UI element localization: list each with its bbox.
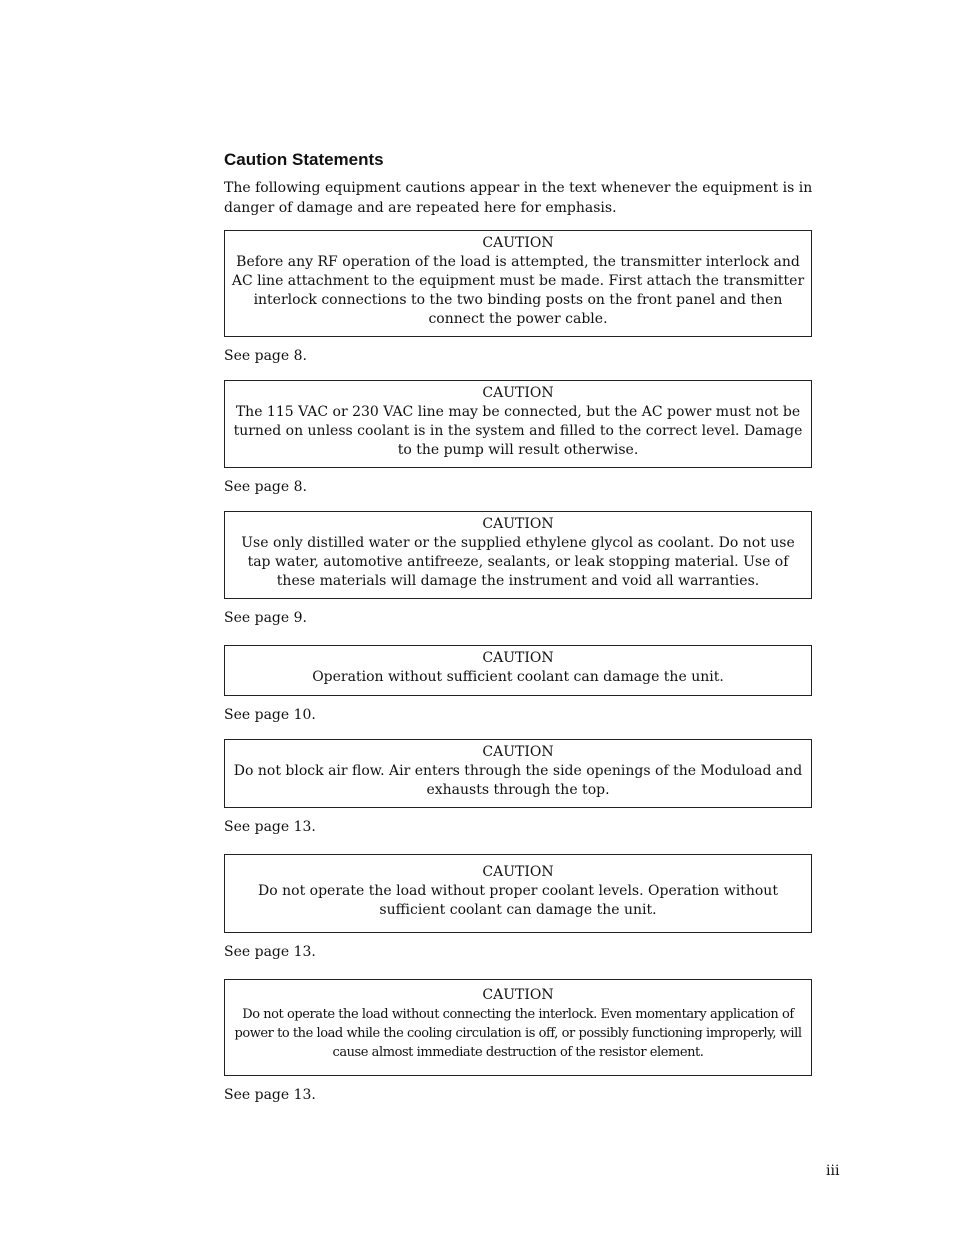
caution-text: Do not operate the load without proper coolant levels. Operation without sufficient coolant can damage the unit.: [258, 883, 778, 918]
caution-text: Before any RF operation of the load is attempted, the transmitter interlock and AC line attachment to the equipment must be made. First attach the transmitter interlock connections to the two binding posts on the front panel and then connect the power cable.: [231, 254, 805, 327]
caution-box: [224, 739, 812, 808]
page-reference: See page 8.: [224, 348, 307, 364]
caution-title: CAUTION: [482, 235, 554, 251]
caution-text: The 115 VAC or 230 VAC line may be connected, but the AC power must not be turned on unless coolant is in the system and filled to the correct level. Damage to the pump will result otherwise.: [233, 404, 803, 458]
caution-box: [224, 380, 812, 468]
caution-title: CAUTION: [482, 516, 554, 532]
page-reference: See page 9.: [224, 610, 307, 626]
caution-box: [224, 979, 812, 1076]
intro-paragraph: The following equipment cautions appear in the text whenever the equipment is in danger of damage and are repeated here for emphasis.: [224, 180, 813, 216]
caution-title: CAUTION: [482, 650, 554, 666]
caution-text: Use only distilled water or the supplied ethylene glycol as coolant. Do not use tap water, automotive antifreeze, sealants, or leak stopping material. Use of these materials will damage the instrument and void all warranties.: [241, 535, 795, 589]
caution-title: CAUTION: [482, 864, 554, 880]
caution-text: Operation without sufficient coolant can damage the unit.: [312, 669, 724, 685]
caution-box: [224, 230, 812, 337]
caution-title: CAUTION: [482, 744, 554, 760]
page-reference: See page 13.: [224, 1087, 316, 1103]
caution-box: [224, 645, 812, 696]
caution-text: Do not operate the load without connecting the interlock. Even momentary application of power to the load while the cooling circulation is off, or possibly functioning improperly, will cause almost immediate destruction of the resistor element.: [234, 1007, 802, 1060]
section-heading: Caution Statements: [224, 150, 384, 169]
page-reference: See page 10.: [224, 707, 316, 723]
caution-title: CAUTION: [482, 987, 554, 1003]
page-reference: See page 8.: [224, 479, 307, 495]
caution-text: Do not block air flow. Air enters through the side openings of the Moduload and exhausts through the top.: [233, 763, 803, 798]
page-number: iii: [826, 1163, 840, 1179]
caution-title: CAUTION: [482, 385, 554, 401]
caution-box: [224, 854, 812, 933]
caution-box: [224, 511, 812, 599]
page-reference: See page 13.: [224, 819, 316, 835]
page-reference: See page 13.: [224, 944, 316, 960]
